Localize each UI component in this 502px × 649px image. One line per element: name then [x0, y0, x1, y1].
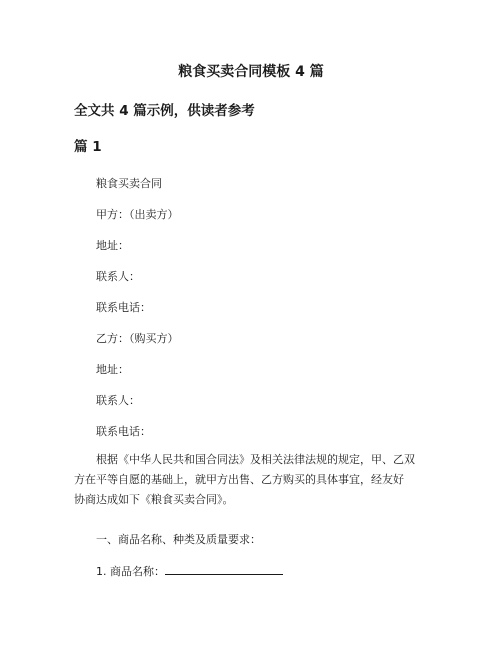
- fill-in-blank: [165, 563, 283, 575]
- preamble-line-3: 协商达成如下《粮食买卖合同》。: [74, 493, 234, 506]
- clause-item: [96, 563, 283, 580]
- party-a-address-line: 地址：: [96, 239, 129, 252]
- section-heading: 篇 1: [74, 139, 102, 155]
- preamble-paragraph: [74, 450, 434, 510]
- party-b-phone-line: 联系电话：: [96, 425, 151, 438]
- document-subtitle: 全文共 4 篇示例，供读者参考: [74, 103, 255, 119]
- party-b-contact-line: 联系人：: [96, 394, 140, 407]
- preamble-line-2: 方在平等自愿的基础上，就甲方出售、乙方购买的具体事宜，经友好: [74, 473, 404, 486]
- clause-item-label: 1. 商品名称：: [96, 565, 165, 578]
- party-a-phone-line: 联系电话：: [96, 301, 151, 314]
- document-title: 粮食买卖合同模板 4 篇: [178, 64, 324, 80]
- party-b-address-line: 地址：: [96, 363, 129, 376]
- party-a-line: 甲方：（出卖方）: [96, 208, 179, 221]
- contract-name-line: 粮食买卖合同: [96, 177, 162, 190]
- party-a-contact-line: 联系人：: [96, 270, 140, 283]
- party-b-line: 乙方：（购买方）: [96, 332, 179, 345]
- preamble-line-1: 根据《中华人民共和国合同法》及相关法律法规的规定，甲、乙双: [96, 453, 415, 466]
- clause-heading: 一、商品名称、种类及质量要求：: [96, 533, 261, 546]
